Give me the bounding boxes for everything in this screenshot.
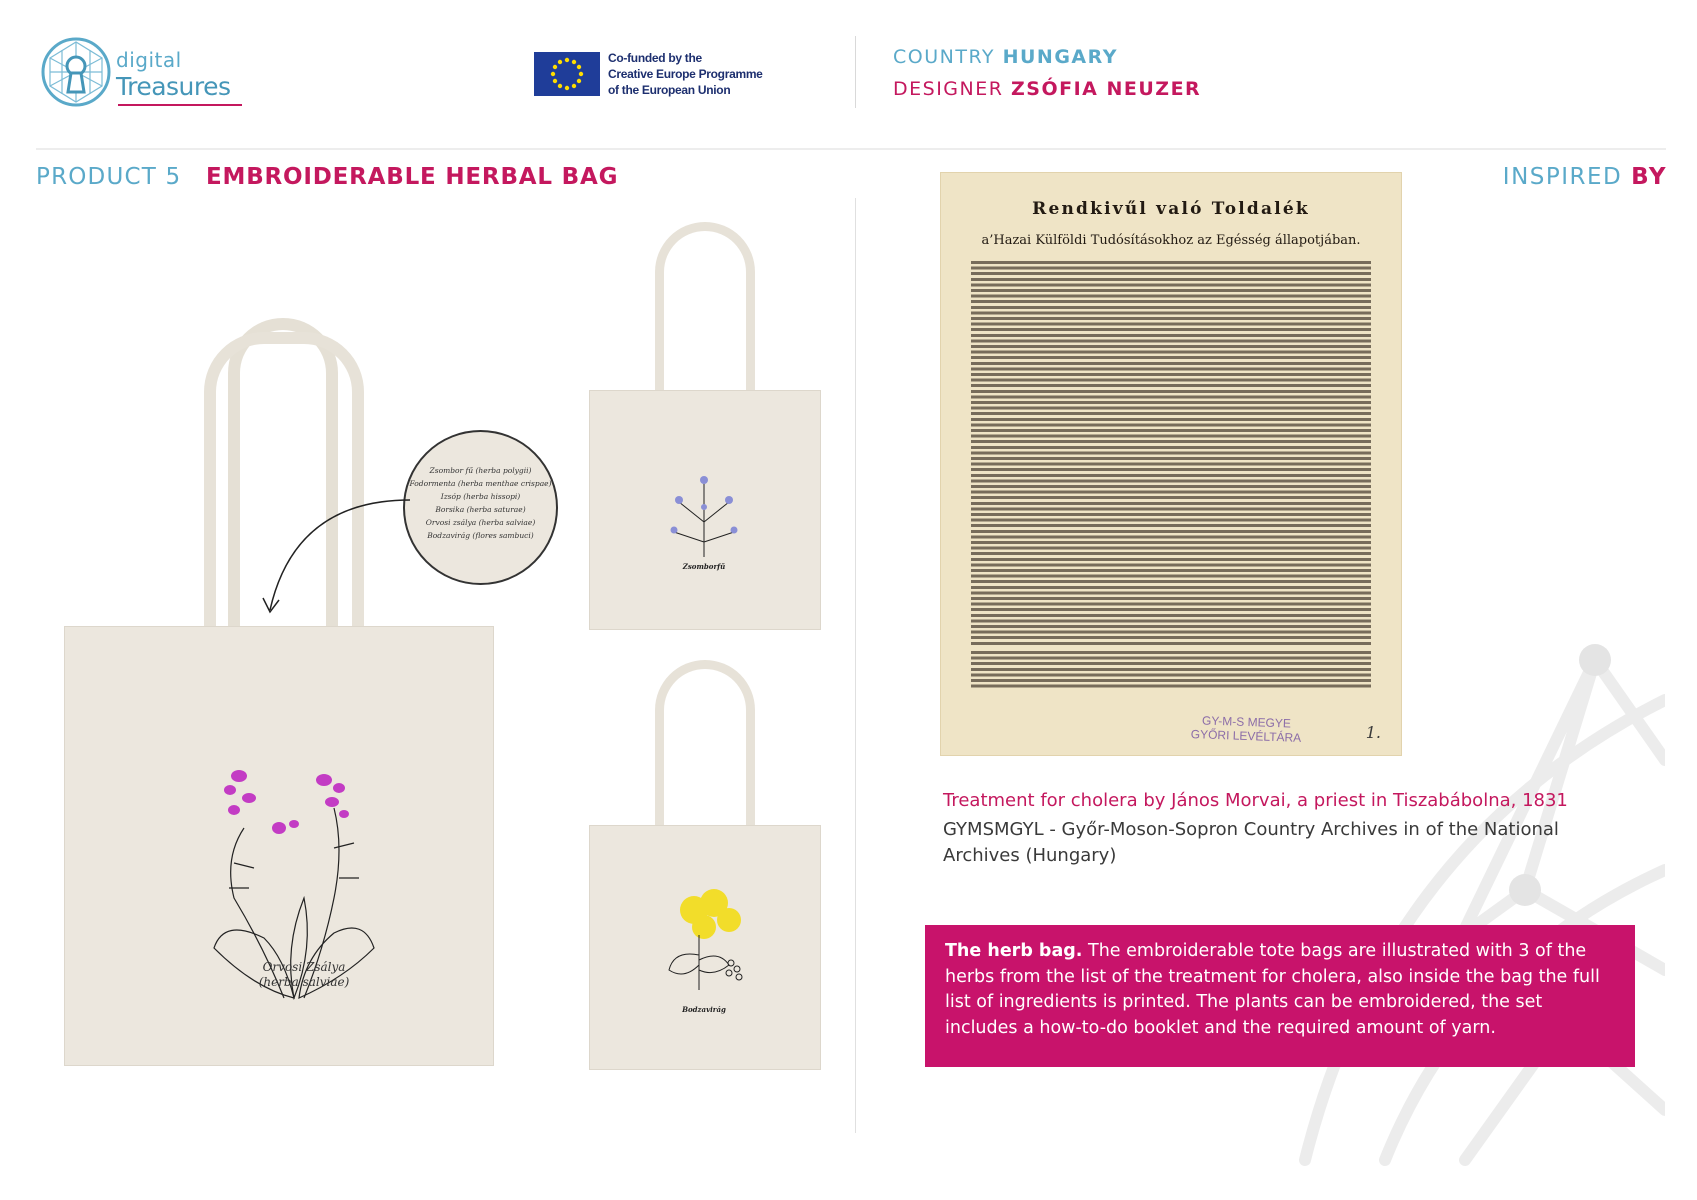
herb-bag-description-box bbox=[925, 925, 1635, 1067]
eu-flag-icon bbox=[534, 52, 600, 96]
magnifier-item: Bodzavirág (flores sambuci) bbox=[427, 531, 534, 540]
inspired-by-heading bbox=[1503, 164, 1667, 190]
country-label: COUNTRY bbox=[893, 46, 996, 68]
product-title: EMBROIDERABLE HERBAL BAG bbox=[206, 164, 619, 190]
product-number: PRODUCT 5 bbox=[36, 164, 182, 190]
magnifier-item: Zsombor fű (herba polygii) bbox=[429, 466, 532, 475]
archive-title: Rendkivűl való Toldalék bbox=[1032, 199, 1310, 219]
magnifier-item: Borsika (herba saturae) bbox=[435, 505, 526, 514]
country-line bbox=[893, 46, 1118, 68]
magnifier-item: Fodormenta (herba menthae crispae) bbox=[409, 479, 552, 488]
archive-subtitle: a’Hazai Külföldi Tudósításokhoz az Egésség állapotjában. bbox=[981, 233, 1361, 248]
main-tote-bag-illustration bbox=[64, 318, 494, 1073]
top-bag-herb-name: Zsomborfű bbox=[682, 562, 726, 571]
by-label: BY bbox=[1631, 164, 1667, 190]
bottom-bag-handle bbox=[655, 660, 755, 835]
designer-value: ZSÓFIA NEUZER bbox=[1011, 78, 1202, 100]
keyhole-logo-icon bbox=[40, 36, 112, 108]
caption-title: Treatment for cholera by János Morvai, a priest in Tiszabábolna, 1831 bbox=[943, 790, 1568, 811]
caption-source: GYMSMGYL - Győr-Moson-Sopron Country Archives in of the National Archives (Hungary) bbox=[943, 819, 1559, 866]
ingredient-list-magnifier bbox=[403, 430, 558, 585]
archive-stamp bbox=[1191, 713, 1302, 745]
archive-text-lines-end bbox=[971, 651, 1371, 689]
bottom-right-tote-bag-illustration bbox=[589, 660, 821, 1072]
hyssop-plant-drawing bbox=[659, 462, 749, 562]
bottom-bag-herb-name: Bodzavirág bbox=[682, 1005, 726, 1014]
main-bag-herb-latin: (herba salviae) bbox=[258, 975, 350, 989]
logo-word-treasures: Treasures bbox=[116, 72, 231, 101]
eu-line-2: Creative Europe Programme bbox=[608, 67, 763, 81]
elderflower-plant-drawing bbox=[659, 885, 759, 995]
magnifier-item: Orvosi zsálya (herba salviae) bbox=[425, 518, 536, 527]
top-right-tote-bag-illustration bbox=[589, 222, 821, 632]
digital-treasures-logo bbox=[40, 36, 240, 112]
pointer-arrow-icon bbox=[255, 490, 415, 620]
archive-stamp-line-1: GY-M-S MEGYE bbox=[1201, 713, 1292, 731]
archive-page-number: 1. bbox=[1365, 723, 1381, 742]
top-bag-handle bbox=[655, 222, 755, 402]
header-rule bbox=[36, 148, 1666, 150]
main-bag-herb-name: Orvosi Zsálya bbox=[262, 960, 346, 974]
eu-line-1: Co-funded by the bbox=[608, 51, 702, 65]
eu-cofunding-notice bbox=[534, 50, 794, 100]
magnifier-item: Izsóp (herba hissopi) bbox=[440, 492, 521, 501]
header-divider bbox=[855, 36, 856, 108]
designer-label: DESIGNER bbox=[893, 78, 1004, 100]
eu-line-3: of the European Union bbox=[608, 83, 731, 97]
archive-text-lines bbox=[971, 261, 1371, 693]
country-value: HUNGARY bbox=[1002, 46, 1118, 68]
column-divider bbox=[855, 198, 856, 1133]
herb-box-text: The embroiderable tote bags are illustrated with 3 of the herbs from the list of the treatment for cholera, also inside the bag the full list of ingredients is printed. The plants can be embroidered, the set includes a how-to-do booklet and the required amount of yarn. bbox=[945, 941, 1600, 1038]
logo-word-digital: digital bbox=[116, 48, 182, 72]
inspired-label: INSPIRED bbox=[1502, 164, 1623, 190]
designer-line bbox=[893, 78, 1201, 100]
archive-stamp-line-2: GYŐRI LEVÉLTÁRA bbox=[1190, 727, 1302, 745]
logo-underline bbox=[118, 104, 242, 106]
archive-document-scan bbox=[940, 172, 1402, 756]
herb-box-lead: The herb bag. bbox=[945, 941, 1083, 961]
